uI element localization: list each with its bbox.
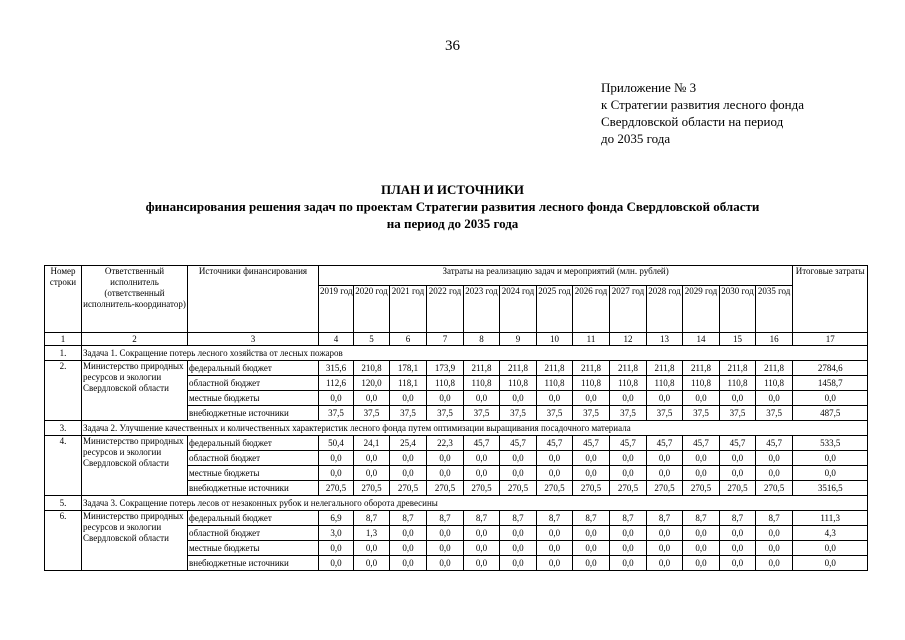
value-cell: 45,7 — [500, 436, 537, 451]
value-cell: 0,0 — [756, 391, 793, 406]
value-cell: 0,0 — [647, 466, 683, 481]
value-cell: 211,8 — [537, 361, 573, 376]
value-cell: 0,0 — [573, 391, 610, 406]
value-cell: 0,0 — [354, 466, 390, 481]
value-cell: 8,7 — [390, 511, 427, 526]
column-number: 12 — [610, 333, 647, 346]
value-cell: 45,7 — [756, 436, 793, 451]
task-row — [45, 346, 868, 361]
value-cell: 8,7 — [610, 511, 647, 526]
value-cell: 178,1 — [390, 361, 427, 376]
value-cell: 0,0 — [464, 556, 500, 571]
column-number: 3 — [188, 333, 319, 346]
column-number: 4 — [319, 333, 354, 346]
value-cell: 0,0 — [756, 541, 793, 556]
value-cell: 0,0 — [720, 466, 756, 481]
value-cell: 0,0 — [500, 541, 537, 556]
header-year: 2027 год — [610, 286, 647, 333]
total-cell: 0,0 — [793, 451, 868, 466]
value-cell: 270,5 — [464, 481, 500, 496]
value-cell: 37,5 — [720, 406, 756, 421]
value-cell: 0,0 — [319, 541, 354, 556]
value-cell: 0,0 — [500, 451, 537, 466]
value-cell: 1,3 — [354, 526, 390, 541]
value-cell: 0,0 — [390, 466, 427, 481]
column-number: 9 — [500, 333, 537, 346]
value-cell: 45,7 — [683, 436, 720, 451]
funding-source: федеральный бюджет — [188, 361, 319, 376]
value-cell: 110,8 — [610, 376, 647, 391]
table-row — [45, 436, 868, 451]
value-cell: 0,0 — [427, 391, 464, 406]
task-number: 5. — [45, 496, 82, 511]
value-cell: 0,0 — [390, 391, 427, 406]
value-cell: 270,5 — [610, 481, 647, 496]
value-cell: 211,8 — [647, 361, 683, 376]
value-cell: 0,0 — [756, 451, 793, 466]
value-cell: 8,7 — [500, 511, 537, 526]
column-number: 6 — [390, 333, 427, 346]
row-number: 2. — [45, 361, 82, 421]
funding-source: внебюджетные источники — [188, 481, 319, 496]
title-line: на период до 2035 года — [386, 216, 519, 231]
value-cell: 112,6 — [319, 376, 354, 391]
header-total: Итоговые затраты — [793, 266, 868, 333]
value-cell: 0,0 — [683, 466, 720, 481]
task-number: 3. — [45, 421, 82, 436]
value-cell: 110,8 — [427, 376, 464, 391]
header-costs: Затраты на реализацию задач и мероприятий (млн. рублей) — [319, 266, 793, 286]
executor-cell: Министерство природных ресурсов и экологии Свердловской области — [82, 436, 188, 496]
task-title: Задача 1. Сокращение потерь лесного хозяйства от лесных пожаров — [82, 346, 868, 361]
task-row — [45, 496, 868, 511]
value-cell: 0,0 — [610, 541, 647, 556]
header-year: 2022 год — [427, 286, 464, 333]
value-cell: 8,7 — [537, 511, 573, 526]
task-title: Задача 2. Улучшение качественных и количественных характеристик лесного фонда путем оптимизации выращивания посадочного материала — [82, 421, 868, 436]
value-cell: 37,5 — [354, 406, 390, 421]
value-cell: 8,7 — [354, 511, 390, 526]
total-cell: 4,3 — [793, 526, 868, 541]
value-cell: 37,5 — [464, 406, 500, 421]
value-cell: 110,8 — [500, 376, 537, 391]
value-cell: 110,8 — [683, 376, 720, 391]
value-cell: 0,0 — [319, 556, 354, 571]
value-cell: 37,5 — [390, 406, 427, 421]
column-number: 14 — [683, 333, 720, 346]
value-cell: 0,0 — [537, 466, 573, 481]
value-cell: 0,0 — [354, 556, 390, 571]
value-cell: 45,7 — [720, 436, 756, 451]
value-cell: 0,0 — [354, 391, 390, 406]
value-cell: 110,8 — [537, 376, 573, 391]
value-cell: 270,5 — [390, 481, 427, 496]
value-cell: 37,5 — [647, 406, 683, 421]
value-cell: 270,5 — [683, 481, 720, 496]
table-row — [45, 511, 868, 526]
value-cell: 0,0 — [319, 391, 354, 406]
value-cell: 0,0 — [427, 541, 464, 556]
value-cell: 270,5 — [427, 481, 464, 496]
value-cell: 37,5 — [610, 406, 647, 421]
value-cell: 0,0 — [756, 466, 793, 481]
value-cell: 22,3 — [427, 436, 464, 451]
value-cell: 118,1 — [390, 376, 427, 391]
value-cell: 210,8 — [354, 361, 390, 376]
value-cell: 0,0 — [427, 466, 464, 481]
row-number: 4. — [45, 436, 82, 496]
funding-source: местные бюджеты — [188, 541, 319, 556]
funding-source: областной бюджет — [188, 526, 319, 541]
value-cell: 8,7 — [647, 511, 683, 526]
value-cell: 0,0 — [500, 391, 537, 406]
value-cell: 0,0 — [537, 451, 573, 466]
funding-source: внебюджетные источники — [188, 406, 319, 421]
value-cell: 270,5 — [756, 481, 793, 496]
value-cell: 0,0 — [464, 466, 500, 481]
header-year: 2028 год — [647, 286, 683, 333]
value-cell: 270,5 — [647, 481, 683, 496]
value-cell: 0,0 — [500, 526, 537, 541]
funding-source: внебюджетные источники — [188, 556, 319, 571]
value-cell: 45,7 — [610, 436, 647, 451]
value-cell: 0,0 — [720, 541, 756, 556]
total-cell: 3516,5 — [793, 481, 868, 496]
total-cell: 0,0 — [793, 391, 868, 406]
header-year: 2019 год — [319, 286, 354, 333]
total-cell: 0,0 — [793, 556, 868, 571]
value-cell: 37,5 — [319, 406, 354, 421]
value-cell: 37,5 — [427, 406, 464, 421]
value-cell: 120,0 — [354, 376, 390, 391]
total-cell: 487,5 — [793, 406, 868, 421]
value-cell: 0,0 — [427, 526, 464, 541]
value-cell: 0,0 — [683, 556, 720, 571]
header-year: 2029 год — [683, 286, 720, 333]
value-cell: 45,7 — [647, 436, 683, 451]
header-year: 2035 год — [756, 286, 793, 333]
column-number: 1 — [45, 333, 82, 346]
value-cell: 0,0 — [683, 526, 720, 541]
value-cell: 211,8 — [683, 361, 720, 376]
value-cell: 211,8 — [610, 361, 647, 376]
task-title: Задача 3. Сокращение потерь лесов от незаконных рубок и нелегального оборота древесины — [82, 496, 868, 511]
column-number: 17 — [793, 333, 868, 346]
value-cell: 0,0 — [390, 451, 427, 466]
value-cell: 8,7 — [573, 511, 610, 526]
financing-table — [44, 265, 868, 571]
total-cell: 0,0 — [793, 541, 868, 556]
value-cell: 3,0 — [319, 526, 354, 541]
column-number: 15 — [720, 333, 756, 346]
value-cell: 0,0 — [610, 466, 647, 481]
value-cell: 0,0 — [647, 391, 683, 406]
value-cell: 25,4 — [390, 436, 427, 451]
value-cell: 0,0 — [610, 391, 647, 406]
header-executor: Ответственный исполнитель (ответственный исполнитель-координатор) — [82, 266, 188, 333]
appendix-line: Приложение № 3 — [601, 80, 697, 95]
value-cell: 37,5 — [537, 406, 573, 421]
value-cell: 0,0 — [354, 451, 390, 466]
value-cell: 0,0 — [573, 526, 610, 541]
value-cell: 8,7 — [464, 511, 500, 526]
value-cell: 0,0 — [720, 451, 756, 466]
funding-source: федеральный бюджет — [188, 511, 319, 526]
appendix-line: до 2035 года — [601, 131, 671, 146]
task-row — [45, 421, 868, 436]
value-cell: 0,0 — [390, 556, 427, 571]
header-sources: Источники финансирования — [188, 266, 319, 333]
column-number: 7 — [427, 333, 464, 346]
column-number: 11 — [573, 333, 610, 346]
value-cell: 0,0 — [647, 556, 683, 571]
value-cell: 0,0 — [537, 556, 573, 571]
value-cell: 0,0 — [573, 541, 610, 556]
value-cell: 37,5 — [756, 406, 793, 421]
total-cell: 1458,7 — [793, 376, 868, 391]
header-year: 2023 год — [464, 286, 500, 333]
value-cell: 0,0 — [354, 541, 390, 556]
total-cell: 533,5 — [793, 436, 868, 451]
value-cell: 0,0 — [647, 526, 683, 541]
value-cell: 211,8 — [720, 361, 756, 376]
value-cell: 0,0 — [573, 466, 610, 481]
value-cell: 315,6 — [319, 361, 354, 376]
value-cell: 8,7 — [720, 511, 756, 526]
title-line: ПЛАН И ИСТОЧНИКИ — [381, 182, 524, 197]
value-cell: 8,7 — [427, 511, 464, 526]
value-cell: 110,8 — [756, 376, 793, 391]
value-cell: 45,7 — [464, 436, 500, 451]
header-year: 2026 год — [573, 286, 610, 333]
value-cell: 110,8 — [464, 376, 500, 391]
value-cell: 0,0 — [610, 451, 647, 466]
value-cell: 270,5 — [500, 481, 537, 496]
value-cell: 0,0 — [647, 451, 683, 466]
value-cell: 0,0 — [427, 556, 464, 571]
value-cell: 8,7 — [756, 511, 793, 526]
funding-source: местные бюджеты — [188, 391, 319, 406]
value-cell: 0,0 — [319, 466, 354, 481]
value-cell: 0,0 — [610, 556, 647, 571]
appendix-line: к Стратегии развития лесного фонда — [601, 97, 804, 112]
value-cell: 24,1 — [354, 436, 390, 451]
value-cell: 0,0 — [464, 541, 500, 556]
task-number: 1. — [45, 346, 82, 361]
header-year: 2024 год — [500, 286, 537, 333]
executor-cell: Министерство природных ресурсов и экологии Свердловской области — [82, 511, 188, 571]
column-number: 8 — [464, 333, 500, 346]
column-number: 10 — [537, 333, 573, 346]
value-cell: 270,5 — [319, 481, 354, 496]
column-number: 16 — [756, 333, 793, 346]
value-cell: 45,7 — [537, 436, 573, 451]
total-cell: 111,3 — [793, 511, 868, 526]
funding-source: федеральный бюджет — [188, 436, 319, 451]
value-cell: 0,0 — [390, 526, 427, 541]
page-number: 36 — [445, 38, 460, 54]
column-number: 13 — [647, 333, 683, 346]
value-cell: 50,4 — [319, 436, 354, 451]
value-cell: 0,0 — [610, 526, 647, 541]
value-cell: 0,0 — [756, 556, 793, 571]
value-cell: 0,0 — [573, 556, 610, 571]
value-cell: 0,0 — [647, 541, 683, 556]
value-cell: 0,0 — [537, 391, 573, 406]
value-cell: 211,8 — [573, 361, 610, 376]
value-cell: 270,5 — [573, 481, 610, 496]
value-cell: 0,0 — [756, 526, 793, 541]
value-cell: 110,8 — [647, 376, 683, 391]
value-cell: 0,0 — [537, 541, 573, 556]
value-cell: 0,0 — [464, 526, 500, 541]
value-cell: 270,5 — [720, 481, 756, 496]
funding-source: местные бюджеты — [188, 466, 319, 481]
header-year: 2021 год — [390, 286, 427, 333]
column-number: 5 — [354, 333, 390, 346]
value-cell: 0,0 — [537, 526, 573, 541]
column-number: 2 — [82, 333, 188, 346]
value-cell: 0,0 — [500, 556, 537, 571]
value-cell: 37,5 — [500, 406, 537, 421]
value-cell: 0,0 — [573, 451, 610, 466]
total-cell: 2784,6 — [793, 361, 868, 376]
value-cell: 37,5 — [573, 406, 610, 421]
executor-cell: Министерство природных ресурсов и экологии Свердловской области — [82, 361, 188, 421]
value-cell: 110,8 — [720, 376, 756, 391]
value-cell: 173,9 — [427, 361, 464, 376]
header-year: 2020 год — [354, 286, 390, 333]
value-cell: 0,0 — [390, 541, 427, 556]
value-cell: 6,9 — [319, 511, 354, 526]
header-year: 2030 год — [720, 286, 756, 333]
funding-source: областной бюджет — [188, 376, 319, 391]
value-cell: 270,5 — [354, 481, 390, 496]
funding-source: областной бюджет — [188, 451, 319, 466]
value-cell: 45,7 — [573, 436, 610, 451]
total-cell: 0,0 — [793, 466, 868, 481]
value-cell: 211,8 — [756, 361, 793, 376]
value-cell: 0,0 — [720, 526, 756, 541]
value-cell: 211,8 — [500, 361, 537, 376]
appendix-line: Свердловской области на период — [601, 114, 784, 129]
value-cell: 0,0 — [683, 451, 720, 466]
value-cell: 270,5 — [537, 481, 573, 496]
value-cell: 0,0 — [427, 451, 464, 466]
value-cell: 0,0 — [500, 466, 537, 481]
value-cell: 37,5 — [683, 406, 720, 421]
value-cell: 0,0 — [683, 391, 720, 406]
value-cell: 0,0 — [319, 451, 354, 466]
row-number: 6. — [45, 511, 82, 571]
value-cell: 0,0 — [720, 391, 756, 406]
document-title — [0, 181, 905, 232]
header-year: 2025 год — [537, 286, 573, 333]
title-line: финансирования решения задач по проектам Стратегии развития лесного фонда Свердловской области — [145, 199, 760, 214]
value-cell: 8,7 — [683, 511, 720, 526]
value-cell: 0,0 — [683, 541, 720, 556]
value-cell: 0,0 — [464, 451, 500, 466]
value-cell: 0,0 — [720, 556, 756, 571]
table-row — [45, 361, 868, 376]
header-row-number: Номер строки — [45, 266, 82, 333]
value-cell: 211,8 — [464, 361, 500, 376]
value-cell: 110,8 — [573, 376, 610, 391]
appendix-note — [601, 79, 804, 147]
value-cell: 0,0 — [464, 391, 500, 406]
